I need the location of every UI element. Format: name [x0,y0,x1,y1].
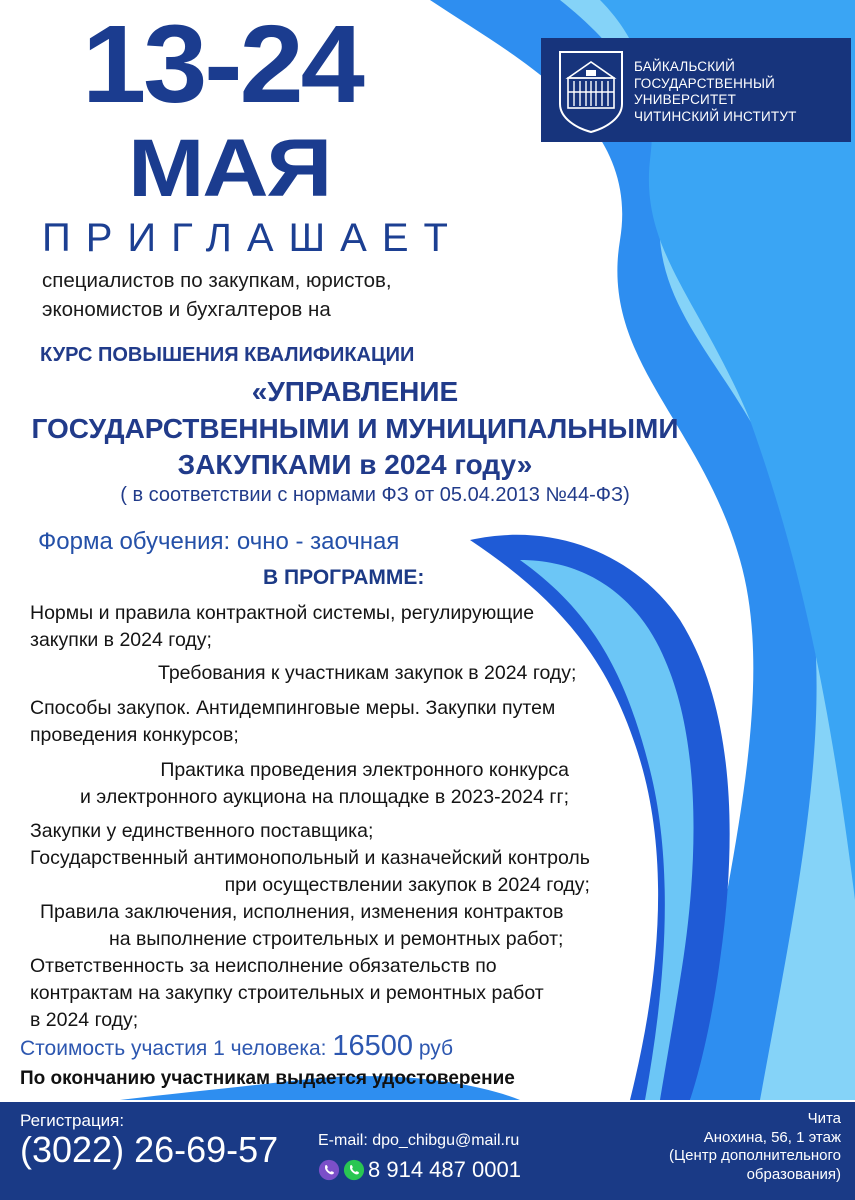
program-item-line: Государственный антимонопольный и казначейский контроль [30,847,590,869]
program-item-line: и электронного аукциона на площадке в 2023-2024 гг; [80,786,570,808]
program-item [158,660,576,687]
program-item-line: в 2024 году; [30,1009,139,1031]
program-item [40,899,563,953]
university-name-line: УНИВЕРСИТЕТ [634,92,737,107]
price-label: Стоимость участия 1 человека: [20,1037,327,1060]
study-form: Форма обучения: очно - заочная [38,528,400,555]
university-name-line: БАЙКАЛЬСКИЙ [634,59,736,74]
program-item-line: Нормы и правила контрактной системы, регулирующие [30,602,535,624]
price-line [20,1030,453,1063]
address-line: образования) [746,1165,841,1183]
address-block [669,1110,841,1184]
course-note: ( в соответствии с нормами ФЗ от 05.04.2013 №44-ФЗ) [120,484,630,506]
mobile-phone: 8 914 487 0001 [368,1157,521,1182]
price-amount: 16500 [332,1030,414,1062]
program-item-line: проведения конкурсов; [30,724,239,746]
program-item-line: Требования к участникам закупок в 2024 году; [158,662,577,684]
registration-phone[interactable]: (3022) 26-69-57 [20,1129,279,1170]
program-item-line: контрактам на закупку строительных и ремонтных работ [30,982,544,1004]
address-line: Чита [807,1110,841,1127]
program-item-line: Ответственность за неисполнение обязательств по [30,955,497,977]
program-item-line: при осуществлении закупок в 2024 году; [224,874,590,896]
university-name [634,59,797,125]
audience-line: специалистов по закупкам, юристов, [42,269,392,292]
program-item-line: на выполнение строительных и ремонтных работ; [108,928,564,950]
program-item [30,845,590,899]
university-name-line: ЧИТИНСКИЙ ИНСТИТУТ [634,108,797,124]
registration-label: Регистрация: [20,1111,125,1130]
university-building-icon [556,48,626,134]
program-item-line: закупки в 2024 году; [30,629,212,651]
address-line: (Центр дополнительного [669,1147,841,1164]
program-item [30,953,544,1034]
date-range: 13-24 [82,3,362,126]
university-name-line: ГОСУДАРСТВЕННЫЙ [634,75,776,91]
program-item-line: Правила заключения, исполнения, изменения контрактов [40,901,564,923]
program-item [30,600,534,654]
contact-email[interactable]: E-mail: dpo_chibgu@mail.ru [318,1132,520,1149]
date-month: МАЯ [128,123,331,214]
program-heading: В ПРОГРАММЕ: [263,566,425,589]
program-item [30,818,373,845]
whatsapp-icon [343,1159,365,1181]
course-title [0,374,710,484]
program-item-line: Способы закупок. Антидемпинговые меры. Закупки путем [30,697,556,719]
invite-headline: ПРИГЛАШАЕТ [42,216,463,260]
price-currency: руб [418,1037,454,1060]
course-title-line: «УПРАВЛЕНИЕ [251,376,459,407]
program-item-line: Практика проведения электронного конкурса [160,759,570,781]
program-item-line: Закупки у единственного поставщика; [30,820,374,842]
messenger-contact[interactable] [318,1157,521,1183]
viber-icon [318,1159,340,1181]
program-item [30,695,555,749]
program-item [80,757,569,811]
address-line: Анохина, 56, 1 этаж [703,1128,841,1146]
invite-audience [42,266,392,324]
audience-line: экономистов и бухгалтеров на [42,298,331,321]
course-label: КУРС ПОВЫШЕНИЯ КВАЛИФИКАЦИИ [40,344,415,366]
course-title-line: ЗАКУПКАМИ в 2024 году» [177,449,533,480]
course-title-line: ГОСУДАРСТВЕННЫМИ И МУНИЦИПАЛЬНЫМИ [31,412,679,444]
certificate-note: По окончанию участникам выдается удостоверение [20,1068,515,1089]
